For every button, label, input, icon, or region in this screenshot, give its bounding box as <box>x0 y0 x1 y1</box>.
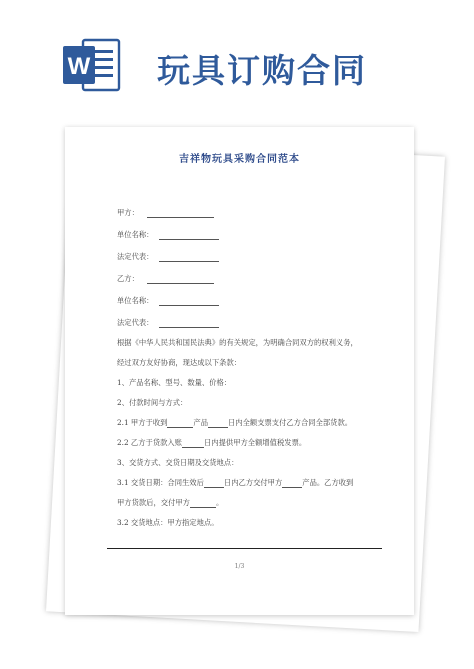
paragraph-preamble-cont: 经过双方友好协商，现达成以下条款： <box>117 358 242 367</box>
clause-text: 日内提供甲方全额增值税发票。 <box>204 438 307 447</box>
field-blank[interactable] <box>208 420 228 428</box>
clause-text: 产品 <box>193 418 209 427</box>
clause-3-1-cont <box>117 498 223 508</box>
field-blank[interactable] <box>282 480 302 488</box>
field-blank[interactable] <box>147 276 214 284</box>
footer-rule <box>107 548 382 549</box>
field-party-b-rep <box>117 318 219 328</box>
field-blank[interactable] <box>204 480 224 488</box>
clause-text: 日内全额支票支付乙方合同全部货款。 <box>228 418 353 427</box>
field-party-a-rep <box>117 252 219 262</box>
paragraph-preamble: 根据《中华人民共和国民法典》的有关规定，为明确合同双方的权利义务， <box>117 338 358 347</box>
field-label: 单位名称： <box>117 296 154 305</box>
clause-text: 日内乙方交付甲方 <box>223 478 283 487</box>
document-page[interactable] <box>65 127 414 615</box>
word-logo-letter: W <box>67 53 91 80</box>
field-blank[interactable] <box>167 420 193 428</box>
clause-text: 2.2 乙方于货款入账 <box>117 438 183 447</box>
field-blank[interactable] <box>159 298 219 306</box>
page-number: 1/3 <box>234 563 245 570</box>
field-blank[interactable] <box>182 440 204 448</box>
field-party-a <box>117 208 214 218</box>
field-party-a-company <box>117 230 219 240</box>
clause-text: 3.1 交货日期：合同生效后 <box>117 478 204 487</box>
clause-text: 。 <box>215 498 224 507</box>
field-blank[interactable] <box>190 500 216 508</box>
section-3-heading: 3、交货方式、交货日期及交货地点： <box>117 458 239 467</box>
header-title: 玩具订购合同 <box>157 51 367 90</box>
clause-text: 产品。乙方收到 <box>302 478 354 487</box>
clause-text: 甲方货款后，交付甲方 <box>117 498 190 507</box>
field-label: 法定代表： <box>117 252 154 261</box>
field-blank[interactable] <box>159 232 219 240</box>
field-blank[interactable] <box>147 210 214 218</box>
field-blank[interactable] <box>159 254 219 262</box>
field-blank[interactable] <box>159 320 219 328</box>
clause-text: 2.1 甲方于收到 <box>117 418 168 427</box>
section-1-heading: 1、产品名称、型号、数量、价格： <box>117 378 232 387</box>
clause-2-1 <box>117 418 352 428</box>
clause-3-2: 3.2 交货地点：甲方指定地点。 <box>117 518 219 527</box>
clause-2-2 <box>117 438 306 448</box>
header <box>0 0 474 112</box>
section-2-heading: 2、付款时间与方式： <box>117 398 188 407</box>
document-title: 吉祥物玩具采购合同范本 <box>179 154 300 165</box>
field-label: 乙方： <box>117 274 139 283</box>
field-party-b <box>117 274 214 284</box>
clause-3-1 <box>117 478 353 488</box>
field-label: 法定代表： <box>117 318 154 327</box>
field-party-b-company <box>117 296 219 306</box>
field-label: 单位名称： <box>117 230 154 239</box>
word-document-icon <box>63 38 121 92</box>
field-label: 甲方： <box>117 208 139 217</box>
